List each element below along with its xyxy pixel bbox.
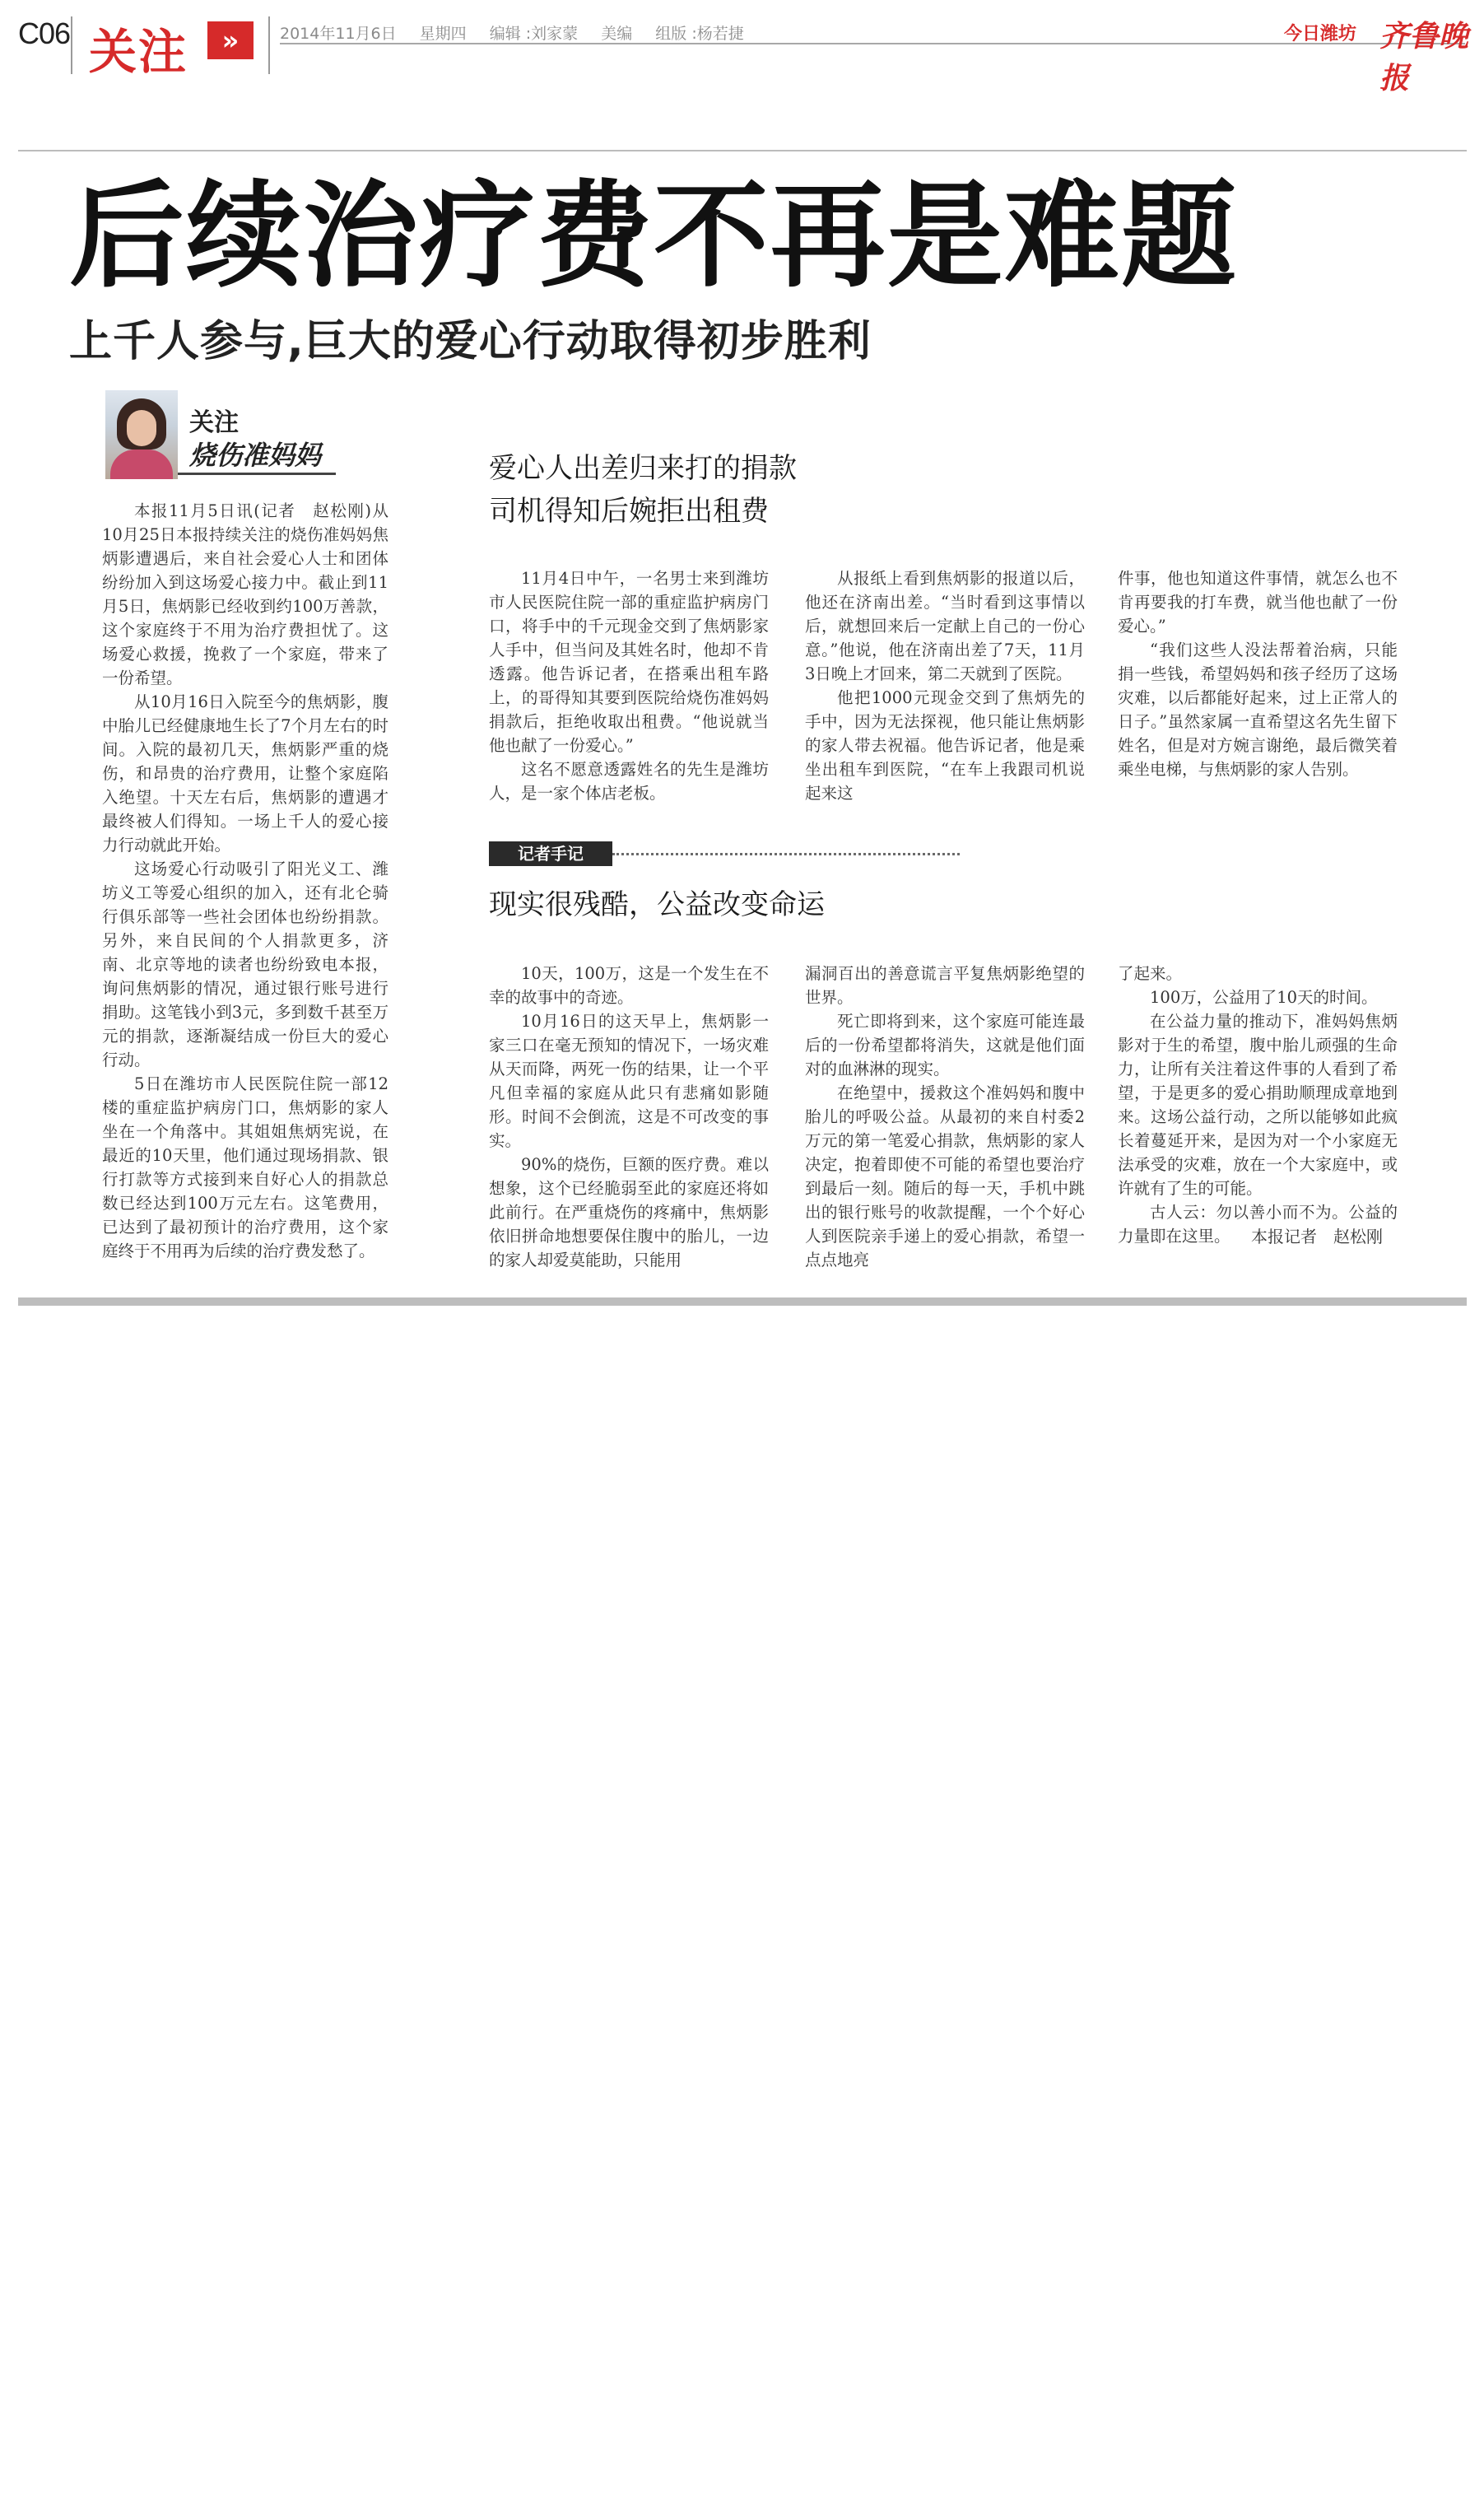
paragraph: 10天，100万，这是一个发生在不幸的故事中的奇迹。 (489, 964, 769, 1007)
lead-story (102, 499, 388, 1263)
portrait-photo (105, 390, 178, 479)
headline: 后续治疗费不再是难题 (69, 170, 1239, 304)
paragraph: 在绝望中，援救这个准妈妈和腹中胎儿的呼吸公益。从最初的来自村委2万元的第一笔爱心捐款，焦炳影的家人决定，抱着即使不可能的希望也要治疗到最后一刻。随后的每一天，手机中跳出的银行账号的收款提醒，一个个好心人到医院亲手递上的爱心捐款，希望一点点地亮 (805, 1083, 1085, 1269)
lead-paragraph: 5日在潍坊市人民医院住院一部12楼的重症监护病房门口，焦炳影的家人坐在一个角落中。其姐姐焦炳宪说，在最近的10天里，他们通过现场捐款、银行打款等方式接到来自好心人的捐款总数已经达到100万元左右。这笔费用，已达到了最初预计的治疗费用，这个家庭终于不用再为后续的治疗费发愁了。 (102, 1074, 388, 1260)
lead-paragraph: 本报11月5日讯(记者 赵松刚)从10月25日本报持续关注的烧伤准妈妈焦炳影遭遇后，来自社会爱心人士和团体纷纷加入到这场爱心接力中。截止到11月5日，焦炳影已经收到约100万善款，这个家庭终于不用为治疗费担忧了。这场爱心救援，挽救了一个家庭，带来了一份希望。 (102, 501, 388, 687)
layout-credit: 组版 :杨若捷 (655, 25, 744, 43)
byline: 本报记者 赵松刚 (1251, 1227, 1383, 1246)
reporter-note-tag: 记者手记 (489, 841, 612, 866)
paragraph: 古人云：勿以善小而不为。公益的力量即在这里。 (1118, 1203, 1398, 1246)
art-editor-credit: 美编 (601, 25, 633, 43)
section1-title-line2: 司机得知后婉拒出租费 (489, 495, 769, 528)
newspaper-logo: 齐鲁晚报 (1379, 19, 1469, 96)
lead-paragraph: 从10月16日入院至今的焦炳影，腹中胎儿已经健康地生长了7个月左右的时间。入院的最初几天，焦炳影严重的烧伤，和昂贵的治疗费用，让整个家庭陷入绝望。十天左右后，焦炳影的遭遇才最终被人们得知。一场上千人的爱心接力行动就此开始。 (102, 692, 388, 855)
lead-paragraph: 这场爱心行动吸引了阳光义工、潍坊义工等爱心组织的加入，还有北仑骑行俱乐部等一些社会团体也纷纷捐款。另外，来自民间的个人捐款更多，济南、北京等地的读者也纷纷致电本报，询问焦炳影的情况，通过银行账号进行捐助。这笔钱小到3元，多到数千甚至万元的捐款，逐渐凝结成一份巨大的爱心行动。 (102, 860, 388, 1069)
column-name: 烧伤准妈妈 (189, 440, 322, 471)
paragraph: 他把1000元现金交到了焦炳先的手中，因为无法探视，他只能让焦炳影的家人带去祝福。他告诉记者，他是乘坐出租车到医院，“在车上我跟司机说起来这 (805, 688, 1085, 803)
paragraph: 从报纸上看到焦炳影的报道以后，他还在济南出差。“当时看到这事情以后，就想回来后一定献上自己的一份心意。”他说，他在济南出差了7天，11月3日晚上才回来，第二天就到了医院。 (805, 569, 1085, 683)
header-divider (71, 16, 72, 74)
reporter-note-dotted-rule (612, 853, 960, 855)
paragraph: 11月4日中午，一名男士来到潍坊市人民医院住院一部的重症监护病房门口，将手中的千元现金交到了焦炳影家人手中，但当问及其姓名时，他却不肯透露。他告诉记者，在搭乘出租车路上，的哥得知其要到医院给烧伤准妈妈捐款后，拒绝收取出租费。“他说就当他也献了一份爱心。” (489, 569, 769, 755)
edition-date: 2014年11月6日 (280, 25, 397, 43)
section1-column-2 (805, 566, 1085, 805)
paragraph: 10月16日的这天早上，焦炳影一家三口在毫无预知的情况下，一场灾难从天而降，两死一伤的结果，让一个平凡但幸福的家庭从此只有悲痛如影随形。时间不会倒流，这是不可改变的事实。 (489, 1012, 769, 1150)
editor-credit: 编辑 :刘家蒙 (489, 25, 579, 43)
edition-meta (280, 21, 762, 44)
paragraph: 死亡即将到来，这个家庭可能连最后的一份希望都将消失，这就是他们面对的血淋淋的现实。 (805, 1012, 1085, 1078)
top-rule (18, 150, 1467, 151)
bottom-rule (18, 1297, 1467, 1306)
section1-title-line1: 爱心人出差归来打的捐款 (489, 452, 797, 485)
section-arrow-icon: » (207, 21, 254, 59)
column-tag: 关注 (189, 408, 239, 437)
column-name-underline (178, 473, 336, 475)
reporter-note-column-3 (1118, 962, 1398, 1248)
page-number: C06 (18, 16, 71, 50)
reporter-note-column-2 (805, 962, 1085, 1272)
reporter-note-column-1 (489, 962, 769, 1272)
paragraph: 件事，他也知道这件事情，就怎么也不肯再要我的打车费，就当他也献了一份爱心。” (1118, 569, 1398, 636)
paragraph: 在公益力量的推动下，准妈妈焦炳影对于生的希望，腹中胎儿顽强的生命力，让所有关注着这件事的人看到了希望，于是更多的爱心捐助顺理成章地到来。这场公益行动，之所以能够如此疯长着蔓延开来，是因为对一个小家庭无法承受的灾难，放在一个大家庭中，或许就有了生的可能。 (1118, 1012, 1398, 1198)
paragraph: 这名不愿意透露姓名的先生是潍坊人，是一家个体店老板。 (489, 760, 769, 803)
paragraph: “我们这些人没法帮着治病，只能捐一些钱，希望妈妈和孩子经历了这场灾难，以后都能好起来，过上正常人的日子。”虽然家属一直希望这名先生留下姓名，但是对方婉言谢绝，最后微笑着乘坐电梯，与焦炳影的家人告别。 (1118, 641, 1398, 779)
paragraph: 了起来。 (1118, 964, 1183, 983)
edition-label: 今日潍坊 (1284, 24, 1357, 44)
paragraph: 漏洞百出的善意谎言平复焦炳影绝望的世界。 (805, 964, 1085, 1007)
reporter-note-title: 现实很残酷，公益改变命运 (489, 888, 825, 921)
section1-column-1 (489, 566, 769, 805)
paragraph: 90%的烧伤，巨额的医疗费。难以想象，这个已经脆弱至此的家庭还将如此前行。在严重烧伤的疼痛中，焦炳影依旧拼命地想要保住腹中的胎儿，一边的家人却爱莫能助，只能用 (489, 1155, 769, 1269)
header-divider-2 (268, 16, 270, 74)
subheadline: 上千人参与,巨大的爱心行动取得初步胜利 (69, 317, 872, 366)
section-title: 关注 (89, 24, 188, 80)
paragraph: 100万，公益用了10天的时间。 (1150, 988, 1378, 1007)
section1-column-3 (1118, 566, 1398, 781)
edition-weekday: 星期四 (419, 25, 467, 43)
